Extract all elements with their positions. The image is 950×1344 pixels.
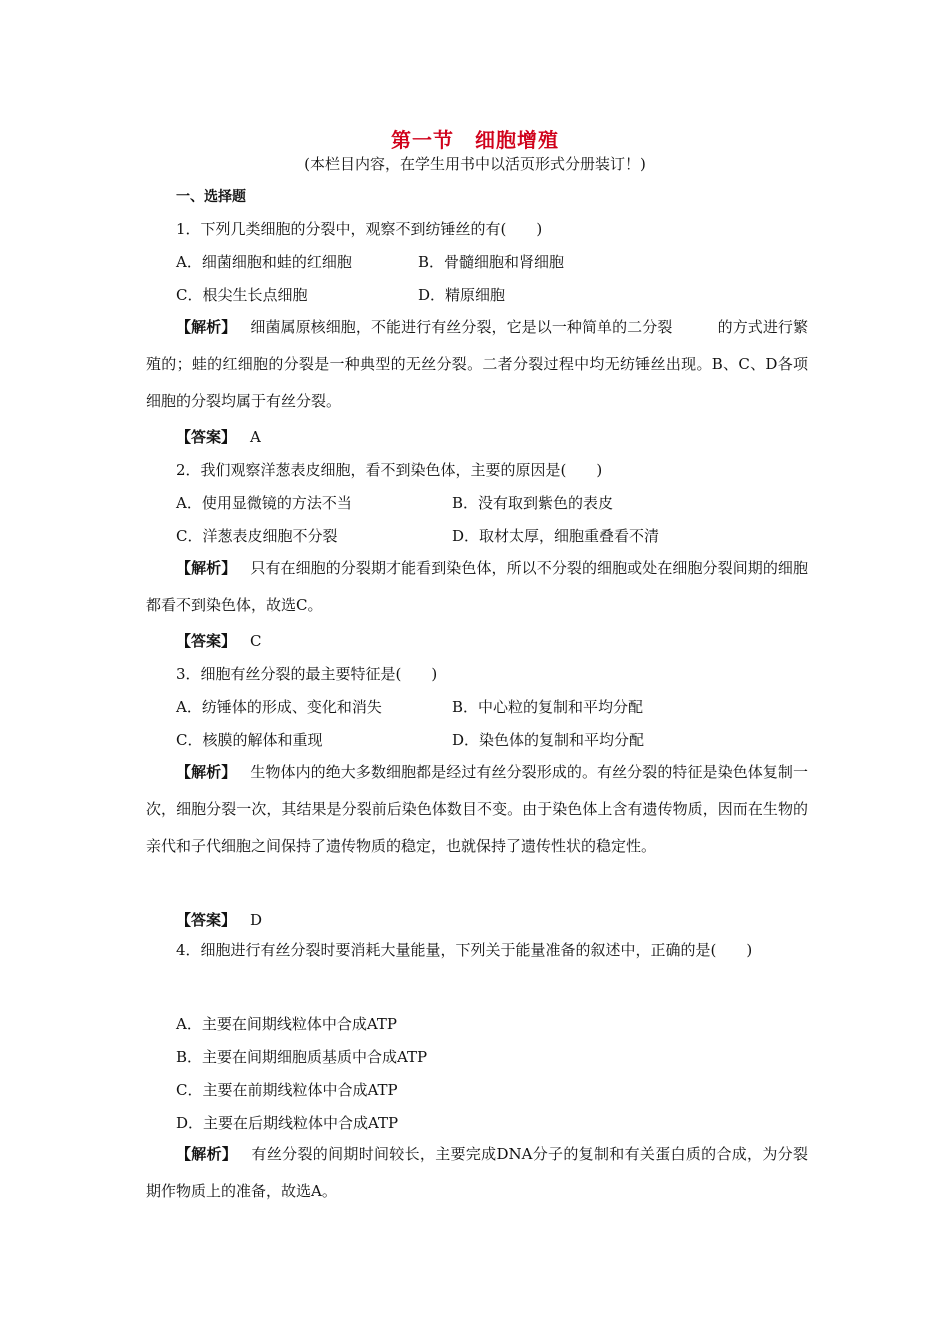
question-4-analysis	[146, 1136, 808, 1210]
question-1-analysis	[146, 309, 808, 420]
analysis-text: 有丝分裂的间期时间较长，主要完成DNA分子的复制和有关蛋白质的合成，为分裂期作物质上的准备，故选A。	[146, 1145, 808, 1200]
page-title: 第一节 细胞增殖	[391, 128, 559, 152]
question-2-option-d: D．取材太厚，细胞重叠看不清	[452, 527, 660, 545]
analysis-text: 生物体内的绝大多数细胞都是经过有丝分裂形成的。有丝分裂的特征是染色体复制一次，细胞分裂一次，其结果是分裂前后染色体数目不变。由于染色体上含有遗传物质，因而在生物的亲代和子代细胞之间保持了遗传物质的稳定，也就保持了遗传性状的稳定性。	[146, 763, 808, 855]
question-4-option-d: D．主要在后期线粒体中合成ATP	[176, 1114, 399, 1132]
question-1-answer	[176, 426, 261, 447]
analysis-text: 细菌属原核细胞，不能进行有丝分裂，它是以一种简单的二分裂 的方式进行繁殖的；蛙的红细胞的分裂是一种典型的无丝分裂。二者分裂过程中均无纺锤丝出现。B、C、D各项细胞的分裂均属于有丝分裂。	[146, 318, 808, 410]
question-1-stem: 1．下列几类细胞的分裂中，观察不到纺锤丝的有( )	[176, 220, 543, 238]
question-4-option-c: C．主要在前期线粒体中合成ATP	[176, 1081, 398, 1099]
question-3-option-c: C．核膜的解体和重现	[176, 731, 323, 749]
question-1-option-a: A．细菌细胞和蛙的红细胞	[176, 253, 352, 271]
question-3-option-a: A．纺锤体的形成、变化和消失	[176, 698, 382, 716]
analysis-label: 【解析】	[176, 559, 237, 577]
answer-value: C	[250, 632, 262, 650]
question-2-analysis	[146, 550, 808, 624]
question-4-option-a: A．主要在间期线粒体中合成ATP	[176, 1015, 397, 1033]
question-3-option-b: B．中心粒的复制和平均分配	[452, 698, 644, 716]
question-1-option-b: B．骨髓细胞和肾细胞	[418, 253, 565, 271]
question-3-option-d: D．染色体的复制和平均分配	[452, 731, 645, 749]
question-4-option-b: B．主要在间期细胞质基质中合成ATP	[176, 1048, 428, 1066]
question-2-answer	[176, 630, 262, 651]
question-1-option-c: C．根尖生长点细胞	[176, 286, 308, 304]
analysis-label: 【解析】	[176, 763, 237, 781]
question-2-option-c: C．洋葱表皮细胞不分裂	[176, 527, 338, 545]
answer-value: A	[250, 428, 261, 446]
answer-label: 【答案】	[176, 911, 237, 929]
question-3-stem: 3．细胞有丝分裂的最主要特征是( )	[176, 665, 438, 683]
answer-value: D	[250, 911, 263, 929]
question-1-option-d: D．精原细胞	[418, 286, 506, 304]
question-3-answer	[176, 909, 262, 930]
analysis-text: 只有在细胞的分裂期才能看到染色体，所以不分裂的细胞或处在细胞分裂间期的细胞都看不到染色体，故选C。	[146, 559, 808, 614]
answer-label: 【答案】	[176, 632, 237, 650]
analysis-label: 【解析】	[176, 318, 237, 336]
question-3-analysis	[146, 754, 808, 865]
answer-label: 【答案】	[176, 428, 237, 446]
question-4-stem: 4．细胞进行有丝分裂时要消耗大量能量，下列关于能量准备的叙述中，正确的是( )	[176, 941, 753, 959]
question-2-option-b: B．没有取到紫色的表皮	[452, 494, 614, 512]
page-subtitle: (本栏目内容，在学生用书中以活页形式分册装订！)	[304, 155, 646, 173]
question-2-option-a: A．使用显微镜的方法不当	[176, 494, 352, 512]
question-2-stem: 2．我们观察洋葱表皮细胞，看不到染色体，主要的原因是( )	[176, 461, 603, 479]
analysis-label: 【解析】	[176, 1145, 238, 1163]
section-heading: 一、选择题	[176, 189, 246, 205]
